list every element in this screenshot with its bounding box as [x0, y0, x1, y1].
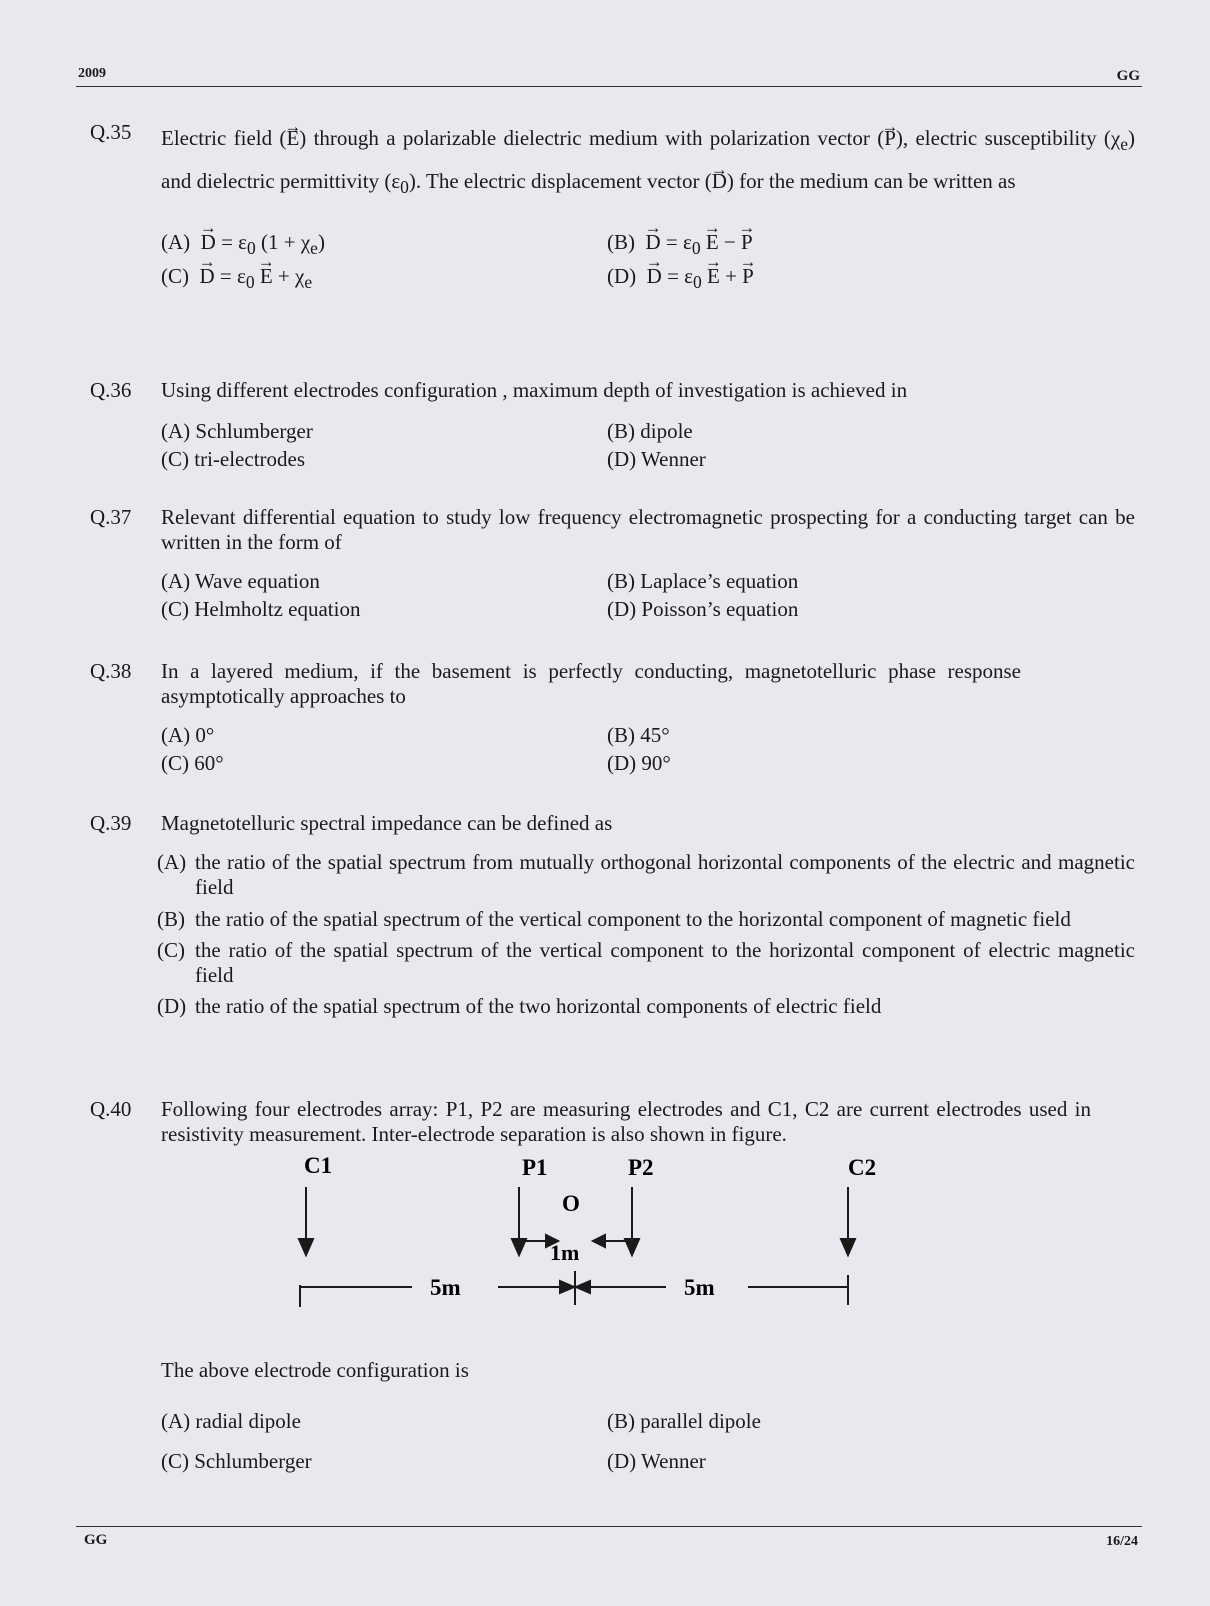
question-number: Q.40 — [90, 1097, 132, 1121]
option-c[interactable]: $(C) \to D = \varepsilon_0 \to E + \chi_e$ — [161, 264, 312, 293]
left-separation-label: 5m — [430, 1275, 461, 1300]
option-b[interactable]: $(B) \to D = \varepsilon_0 \to E$ − → P — [607, 230, 753, 259]
mid-dim-right-arrowhead — [593, 1235, 605, 1247]
option-c[interactable]: (C) tri-electrodes — [161, 447, 306, 472]
electrode-c2-arrowhead — [841, 1239, 855, 1255]
question-number: Q.35 — [90, 120, 132, 144]
right-separation-label: 5m — [684, 1275, 715, 1300]
option-d[interactable]: (D) the ratio of the spatial spectrum of the two horizontal components of electric field — [157, 994, 882, 1019]
question-38 — [90, 659, 1135, 779]
option-b[interactable]: (B) 45° — [607, 723, 670, 748]
option-c[interactable]: (C) Helmholtz equation — [161, 597, 361, 622]
option-b[interactable]: (B) dipole — [607, 419, 693, 444]
question-text: In a layered medium, if the basement is perfectly conducting, magnetotelluric phase response asymptotically approaches to — [161, 659, 1021, 709]
question-number: Q.37 — [90, 505, 132, 529]
question-text: Relevant differential equation to study low frequency electromagnetic prospecting for a conducting target can be written in the form of — [161, 505, 1135, 555]
question-number: Q.36 — [90, 378, 132, 402]
options — [161, 230, 1135, 298]
question-text: Using different electrodes configuration , maximum depth of investigation is achieved in — [161, 378, 908, 402]
option-c[interactable]: (C) the ratio of the spatial spectrum of the vertical component to the horizontal component of electric magnetic field — [157, 937, 1135, 987]
footer-code: GG — [84, 1532, 108, 1548]
question-text: Magnetotelluric spectral impedance can be defined as — [161, 811, 613, 835]
electrode-c1-arrowhead — [299, 1239, 313, 1255]
option-c[interactable]: (C) 60° — [161, 751, 224, 776]
question-text: Following four electrodes array: P1, P2 are measuring electrodes and C1, C2 are current electrodes used in resistivity measurement. Inter-electrode separation is also shown in figure. — [161, 1097, 1091, 1147]
question-number: Q.38 — [90, 659, 132, 683]
question-37 — [90, 505, 1135, 625]
options — [161, 419, 1135, 475]
right-dim-arrowhead — [576, 1281, 590, 1293]
question-40-options — [90, 1358, 1135, 1477]
option-c[interactable]: (C) Schlumberger — [161, 1449, 312, 1474]
option-b[interactable]: (B) Laplace’s equation — [607, 569, 799, 594]
option-a[interactable]: (A) Schlumberger — [161, 419, 313, 444]
options — [161, 723, 1135, 779]
option-d[interactable]: (D) Wenner — [607, 447, 706, 472]
question-35 — [90, 120, 1135, 298]
left-dim-arrowhead — [560, 1281, 574, 1293]
option-d[interactable]: (D) Wenner — [607, 1449, 706, 1474]
question-36 — [90, 378, 1135, 475]
option-d[interactable]: (D) 90° — [607, 751, 671, 776]
options — [157, 850, 1135, 1019]
option-b[interactable]: (B) parallel dipole — [607, 1409, 761, 1434]
options — [161, 569, 1135, 625]
electrode-array-diagram — [270, 1135, 910, 1345]
option-a[interactable]: (A) 0° — [161, 723, 215, 748]
mid-separation-label: 1m — [550, 1240, 580, 1265]
option-a[interactable]: (A) the ratio of the spatial spectrum from mutually orthogonal horizontal components of the electric and magnetic field — [157, 850, 1135, 900]
option-a[interactable]: (A) radial dipole — [161, 1409, 301, 1434]
header-divider — [76, 86, 1142, 87]
electrode-c2-label: C2 — [848, 1155, 877, 1180]
electrode-p2-label: P2 — [628, 1155, 654, 1180]
options — [161, 1409, 1135, 1477]
option-a[interactable]: (A) Wave equation — [161, 569, 320, 594]
header-code: GG — [1116, 68, 1140, 84]
option-d[interactable]: (D) Poisson’s equation — [607, 597, 799, 622]
footer-divider — [76, 1526, 1142, 1527]
question-number: Q.39 — [90, 811, 132, 835]
electrode-c1-label: C1 — [304, 1153, 333, 1178]
option-b[interactable]: (B) the ratio of the spatial spectrum of the vertical component to the horizontal component of magnetic field — [157, 906, 1071, 931]
center-o-label: O — [562, 1191, 580, 1216]
option-d[interactable]: $(D) \to D = \varepsilon_0 \to E$ + → P — [607, 264, 754, 293]
question-prompt: The above electrode configuration is — [161, 1358, 469, 1382]
question-text: Electric field (→ E) through a polarizable dielectric medium with polarization vector (→ P), electric susceptibility $(\chi_e)$ and dielectric permittivity $(\varepsilon_0)$. The electric displacement vector (→ D) for the medium can be written as — [161, 120, 1135, 206]
option-a[interactable]: $(A) \to D = \varepsilon_0$ $(1 + \chi_e)$ — [161, 230, 325, 259]
electrode-p1-label: P1 — [522, 1155, 548, 1180]
header-year: 2009 — [78, 66, 106, 81]
question-39 — [90, 811, 1135, 1025]
page-number: 16/24 — [1106, 1534, 1138, 1549]
